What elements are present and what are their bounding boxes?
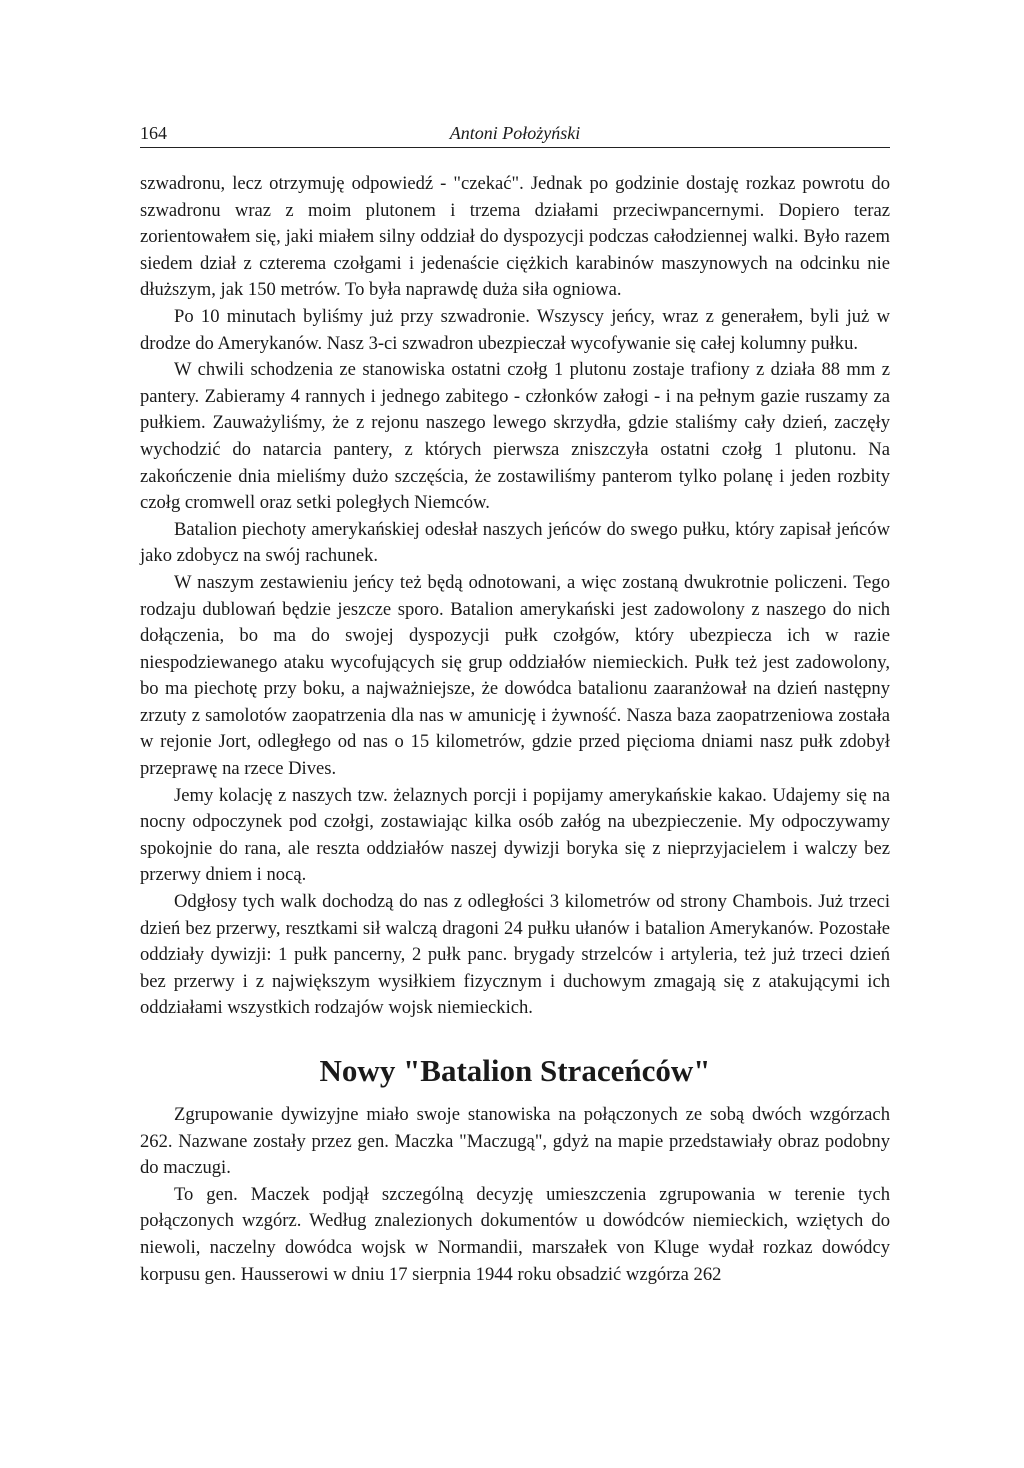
page-number: 164	[140, 123, 167, 143]
page-body	[140, 171, 890, 1288]
paragraph: W chwili schodzenia ze stanowiska ostatni czołg 1 plutonu zostaje trafiony z działa 88 mm z pantery. Zabieramy 4 rannych i jednego zabitego - członków załogi - i na pełnym gazie ruszamy za pułkiem. Zauważyliśmy, że z rejonu naszego lewego skrzydła, gdzie staliśmy cały dzień, zaczęły wychodzić do natarcia pantery, z których pierwsza zniszczyła ostatni czołg 1 plutonu. Na zakończenie dnia mieliśmy dużo szczęścia, że zostawiliśmy panterom tylko polanę i jeden rozbity czołg cromwell oraz setki poległych Niemców.	[140, 359, 890, 514]
paragraph: Po 10 minutach byliśmy już przy szwadronie. Wszyscy jeńcy, wraz z generałem, byli już w drodze do Amerykanów. Nasz 3-ci szwadron ubezpieczał wycofywanie się całej kolumny pułku.	[140, 305, 890, 354]
page-header	[140, 123, 890, 148]
paragraph: W naszym zestawieniu jeńcy też będą odnotowani, a więc zostaną dwukrotnie policzeni. Tego rodzaju dublowań będzie jeszcze sporo. Batalion amerykański jest zadowolony z naszego do nich dołączenia, bo ma do swojej dyspozycji pułk czołgów, który ubezpiecza ich w razie niespodziewanego ataku wycofujących się grup oddziałów niemieckich. Pułk też jest zadowolony, bo ma piechotę przy boku, a najważniejsze, że dowódca batalionu zaaranżował na dzień następny zrzuty z samolotów zaopatrzenia dla nas w amunicję i żywność. Nasza baza zaopatrzeniowa została w rejonie Jort, odległego od nas o 15 kilometrów, gdzie przed pięcioma dniami nasz pułk zdobył przeprawę na rzece Dives.	[140, 571, 890, 780]
running-head: Antoni Położyński	[449, 123, 581, 143]
paragraph: Odgłosy tych walk dochodzą do nas z odległości 3 kilometrów od strony Chambois. Już trzeci dzień bez przerwy, resztkami sił walczą dragoni 24 pułku ułanów i batalion Amerykanów. Pozostałe oddziały dywizji: 1 pułk pancerny, 2 pułk panc. brygady strzelców i artyleria, też już trzeci dzień bez przerwy i z największym wysiłkiem fizycznym i duchowym zmagają się z atakującymi ich oddziałami wszystkich rodzajów wojsk niemieckich.	[140, 891, 890, 1019]
paragraph: To gen. Maczek podjął szczególną decyzję umieszczenia zgrupowania w terenie tych połączonych wzgórz. Według znalezionych dokumentów u dowódców niemieckich, wziętych do niewoli, naczelny dowódca wojsk w Normandii, marszałek von Kluge wydał rozkaz dowódcy korpusu gen. Hausserowi w dniu 17 sierpnia 1944 roku obsadzić wzgórza 262	[140, 1183, 890, 1285]
section-heading: Nowy "Batalion Straceńców"	[319, 1053, 711, 1088]
paragraph: Zgrupowanie dywizyjne miało swoje stanowiska na połączonych ze sobą dwóch wzgórzach 262. Nazwane zostały przez gen. Maczka "Maczugą", gdyż na mapie przedstawiały obraz podobny do maczugi.	[140, 1104, 890, 1179]
paragraph: Batalion piechoty amerykańskiej odesłał naszych jeńców do swego pułku, który zapisał jeńców jako zdobycz na swój rachunek.	[140, 518, 890, 567]
paragraph: szwadronu, lecz otrzymuję odpowiedź - "czekać". Jednak po godzinie dostaję rozkaz powrotu do szwadronu wraz z moim plutonem i trzema działami przeciwpancernymi. Dopiero teraz zorientowałem się, jaki miałem silny oddział do dyspozycji podczas całodziennej walki. Było razem siedem dział z czterema czołgami i jedenaście ciężkich karabinów maszynowych na odcinku nie dłuższym, jak 150 metrów. To była naprawdę duża siła ogniowa.	[140, 173, 890, 301]
paragraph: Jemy kolację z naszych tzw. żelaznych porcji i popijamy amerykańskie kakao. Udajemy się na nocny odpoczynek pod czołgi, zostawiając kilka osób załóg na ubezpieczenie. My odpoczywamy spokojnie do rana, ale reszta oddziałów naszej dywizji boryka się z nieprzyjacielem i walczy bez przerwy dniem i nocą.	[140, 784, 890, 886]
